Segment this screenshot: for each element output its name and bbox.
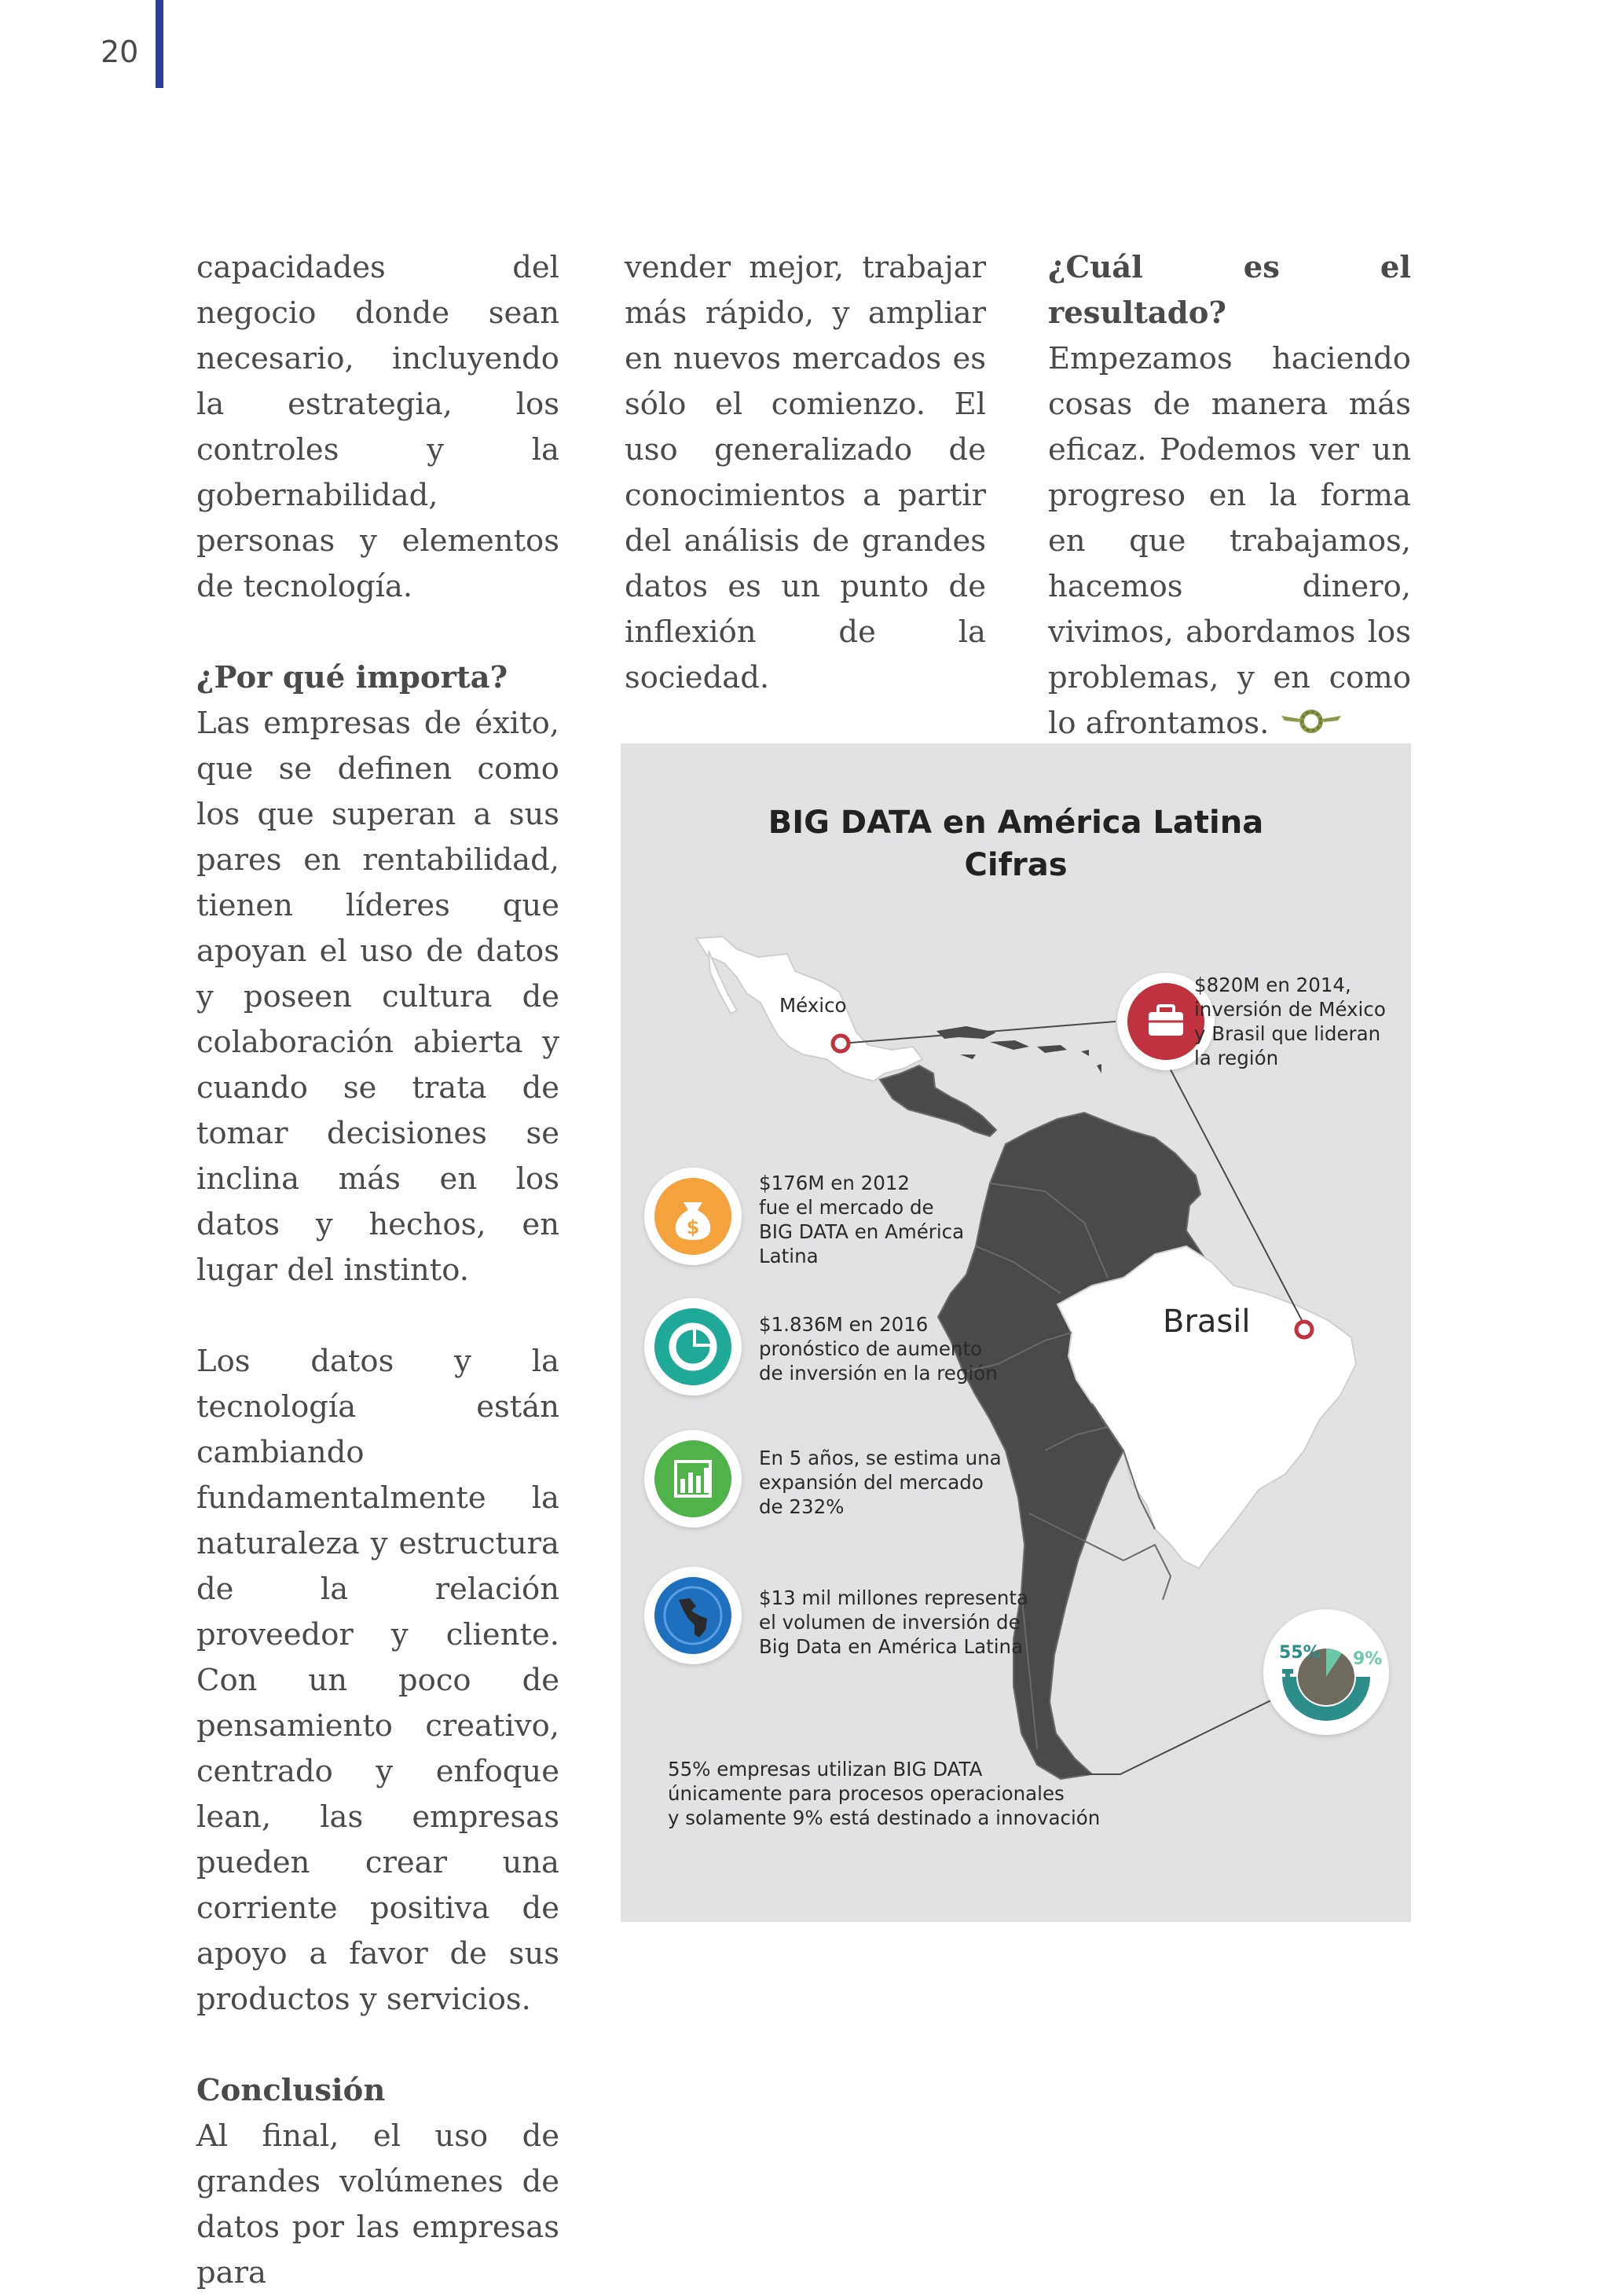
usage-line: 55% empresas utilizan BIG DATA — [668, 1758, 983, 1781]
paragraph: capacidades del negocio donde sean necesario, incluyendo la estrategia, los controles y la gobernabilidad, personas y elementos de tecnología. — [196, 250, 559, 604]
stat-line: BIG DATA en América — [759, 1220, 965, 1243]
paragraph-text: Empezamos haciendo cosas de manera más eficaz. Podemos ver un progreso en la forma en que trabajamos, hacemos dinero, vivimos, abordamos los problemas, y en como lo afrontamos. — [1048, 341, 1411, 741]
section-heading: ¿Cuál es el resultado? — [1048, 250, 1411, 331]
callout-line: y Brasil que lideran — [1194, 1022, 1381, 1045]
winged-logo-icon — [1280, 702, 1343, 748]
stat-line: En 5 años, se estima una — [759, 1447, 1002, 1469]
map-label-mexico: México — [779, 994, 847, 1017]
stat-forecast-2016 — [759, 1312, 998, 1385]
stat-line: fue el mercado de — [759, 1196, 934, 1219]
globe-americas-icon — [644, 1567, 742, 1664]
stat-volume — [759, 1586, 1028, 1659]
stat-line: expansión del mercado — [759, 1471, 984, 1494]
svg-text:$: $ — [686, 1216, 700, 1238]
stat-expansion — [759, 1446, 1002, 1519]
stat-line: $13 mil millones representa — [759, 1586, 1028, 1609]
stat-line: $176M en 2012 — [759, 1172, 911, 1194]
central-america-shape — [880, 1065, 996, 1136]
text-column-1 — [196, 245, 559, 2296]
stat-line: Latina — [759, 1245, 819, 1267]
stat-line: de 232% — [759, 1495, 845, 1518]
stat-line: Big Data en América Latina — [759, 1635, 1024, 1658]
callout-line: la región — [1194, 1047, 1279, 1069]
pie-chart-icon — [644, 1298, 742, 1396]
text-column-3 — [1048, 245, 1411, 748]
paragraph: Al final, el uso de grandes volúmenes de datos por las empresas para — [196, 2118, 559, 2290]
stat-line: $1.836M en 2016 — [759, 1313, 929, 1336]
usage-donut-icon — [1263, 1609, 1389, 1735]
callout-line: inversión de México — [1194, 998, 1386, 1021]
bar-chart-icon — [644, 1430, 742, 1528]
paragraph: Las empresas de éxito, que se definen como los que superan a sus pares en rentabilidad, tienen líderes que apoyan el uso de datos y poseen cultura de colaboración abierta y cuando se trata de tomar decisiones se inclina más en los datos y hechos, en lugar del instinto. — [196, 706, 559, 1288]
paragraph: vender mejor, trabajar más rápido, y ampliar en nuevos mercados es sólo el comienzo. El uso generalizado de conocimientos a partir del análisis de grandes datos es un punto de inflexión de la sociedad. — [625, 250, 986, 695]
callout-line: $820M en 2014, — [1194, 974, 1351, 996]
brasil-shape — [1057, 1246, 1356, 1568]
section-heading: Conclusión — [196, 2073, 386, 2108]
infographic-subtitle: Cifras — [964, 847, 1068, 883]
page-number: 20 — [101, 35, 139, 69]
map-label-brasil: Brasil — [1163, 1304, 1251, 1340]
stat-line: el volumen de inversión de — [759, 1611, 1021, 1634]
paragraph — [1048, 336, 1411, 748]
usage-innovation-pct: 9% — [1353, 1649, 1383, 1669]
mexico-pin-icon — [833, 1036, 848, 1051]
money-bag-icon — [644, 1168, 742, 1265]
usage-operational-pct: 55% — [1279, 1643, 1321, 1663]
text-column-2 — [625, 245, 986, 701]
callout-investment — [1194, 973, 1386, 1070]
brasil-pin-icon — [1296, 1322, 1312, 1337]
stat-market-2012 — [759, 1171, 964, 1268]
usage-line: únicamente para procesos operacionales — [668, 1782, 1065, 1805]
stat-line: de inversión en la región — [759, 1362, 998, 1385]
usage-line: y solamente 9% está destinado a innovación — [668, 1806, 1101, 1829]
usage-caption — [668, 1757, 1100, 1830]
paragraph: Los datos y la tecnología están cambiando fundamentalmente la naturaleza y estructura de la relación proveedor y cliente. Con un poco de pensamiento creativo, centrado y enfoque lean, las empresas pueden crear una corriente positiva de apoyo a favor de sus productos y servicios. — [196, 1344, 559, 2017]
infographic-title: BIG DATA en América Latina — [768, 805, 1264, 841]
header-accent-bar — [156, 0, 163, 88]
section-heading: ¿Por qué importa? — [196, 660, 508, 695]
stat-line: pronóstico de aumento — [759, 1337, 983, 1360]
infographic-panel — [621, 743, 1411, 1922]
